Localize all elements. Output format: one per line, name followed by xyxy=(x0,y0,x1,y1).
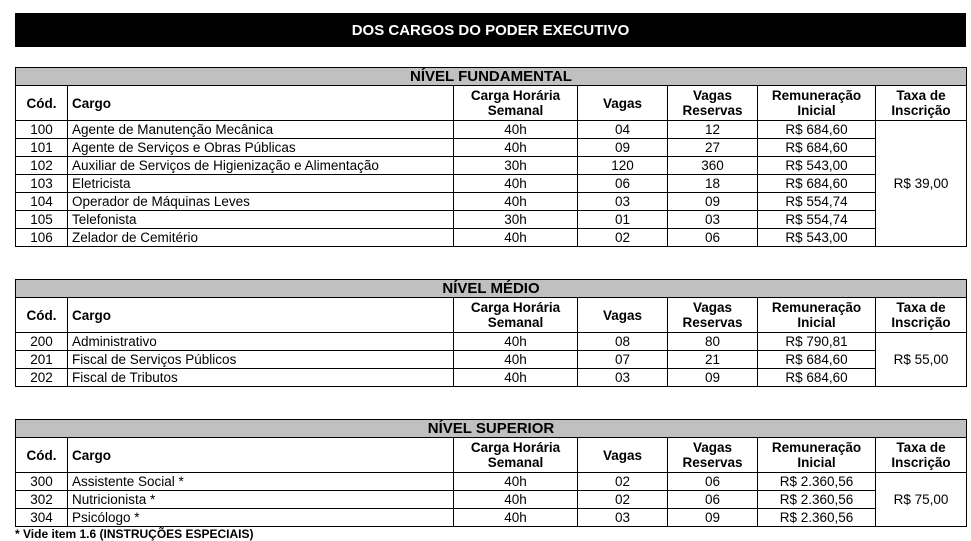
col-cargo-header xyxy=(68,298,454,333)
header-label: Inicial xyxy=(797,315,836,330)
header-label: Inscrição xyxy=(891,103,951,118)
col-cod-header xyxy=(16,86,68,121)
cell-reservas: 09 xyxy=(668,509,758,527)
cell-vagas: 03 xyxy=(578,193,668,211)
col-taxa-header xyxy=(876,86,967,121)
section-title: NÍVEL SUPERIOR xyxy=(16,420,967,438)
cell-cod: 201 xyxy=(16,351,68,369)
cell-vagas: 02 xyxy=(578,491,668,509)
col-remuneracao-header xyxy=(758,86,876,121)
cell-cargo: Agente de Manutenção Mecânica xyxy=(68,121,454,139)
table-row xyxy=(16,333,967,351)
table-row xyxy=(16,139,967,157)
cell-vagas: 04 xyxy=(578,121,668,139)
cell-reservas: 09 xyxy=(668,369,758,387)
cell-carga: 40h xyxy=(454,333,578,351)
col-cargo-header xyxy=(68,86,454,121)
cell-vagas: 120 xyxy=(578,157,668,175)
cell-remuneracao: R$ 684,60 xyxy=(758,139,876,157)
cell-remuneracao: R$ 790,81 xyxy=(758,333,876,351)
cell-cargo: Administrativo xyxy=(68,333,454,351)
cell-cargo: Nutricionista * xyxy=(68,491,454,509)
header-label: Reservas xyxy=(682,315,743,330)
cell-vagas: 02 xyxy=(578,229,668,247)
cell-remuneracao: R$ 543,00 xyxy=(758,229,876,247)
cell-remuneracao: R$ 684,60 xyxy=(758,121,876,139)
cell-cargo: Zelador de Cemitério xyxy=(68,229,454,247)
header-label: Taxa de xyxy=(896,88,946,103)
header-label: Cargo xyxy=(72,307,112,323)
col-reservas-header xyxy=(668,86,758,121)
cell-remuneracao: R$ 2.360,56 xyxy=(758,491,876,509)
cell-reservas: 21 xyxy=(668,351,758,369)
header-label: Vagas xyxy=(692,300,733,315)
cell-carga: 40h xyxy=(454,139,578,157)
cell-carga: 40h xyxy=(454,473,578,491)
section-title: NÍVEL FUNDAMENTAL xyxy=(16,68,967,86)
cell-vagas: 09 xyxy=(578,139,668,157)
section-table xyxy=(15,67,967,247)
col-vagas-header xyxy=(578,438,668,473)
cell-remuneracao: R$ 684,60 xyxy=(758,351,876,369)
header-label: Semanal xyxy=(487,455,544,470)
col-vagas-header xyxy=(578,86,668,121)
table-row xyxy=(16,175,967,193)
header-label: Cargo xyxy=(72,447,112,463)
header-label: Cód. xyxy=(26,307,57,323)
col-remuneracao-header xyxy=(758,438,876,473)
header-label: Remuneração xyxy=(771,88,862,103)
header-label: Reservas xyxy=(682,455,743,470)
col-reservas-header xyxy=(668,438,758,473)
cell-remuneracao: R$ 543,00 xyxy=(758,157,876,175)
cell-cod: 302 xyxy=(16,491,68,509)
header-label: Remuneração xyxy=(771,440,862,455)
header-label: Taxa de xyxy=(896,300,946,315)
cell-reservas: 27 xyxy=(668,139,758,157)
section-title: NÍVEL MÉDIO xyxy=(16,280,967,298)
header-label: Carga Horária xyxy=(470,88,561,103)
cell-vagas: 03 xyxy=(578,369,668,387)
header-row xyxy=(16,298,967,333)
table-row xyxy=(16,193,967,211)
header-label: Cargo xyxy=(72,95,112,111)
header-row xyxy=(16,86,967,121)
cell-remuneracao: R$ 554,74 xyxy=(758,193,876,211)
col-cargo-header xyxy=(68,438,454,473)
cell-remuneracao: R$ 684,60 xyxy=(758,175,876,193)
cell-carga: 40h xyxy=(454,491,578,509)
header-label: Vagas xyxy=(692,440,733,455)
cell-cod: 102 xyxy=(16,157,68,175)
cell-remuneracao: R$ 684,60 xyxy=(758,369,876,387)
page-title: DOS CARGOS DO PODER EXECUTIVO xyxy=(15,13,966,47)
header-label: Cód. xyxy=(26,95,57,111)
col-vagas-header xyxy=(578,298,668,333)
cell-vagas: 06 xyxy=(578,175,668,193)
header-label: Inicial xyxy=(797,455,836,470)
cell-reservas: 06 xyxy=(668,491,758,509)
col-carga-header xyxy=(454,438,578,473)
cell-taxa: R$ 55,00 xyxy=(876,333,967,387)
table-row xyxy=(16,211,967,229)
col-reservas-header xyxy=(668,298,758,333)
cell-cargo: Assistente Social * xyxy=(68,473,454,491)
section-table xyxy=(15,279,967,387)
table-row xyxy=(16,369,967,387)
cell-cargo: Operador de Máquinas Leves xyxy=(68,193,454,211)
header-label: Inscrição xyxy=(891,455,951,470)
cell-taxa: R$ 39,00 xyxy=(876,121,967,247)
header-label: Vagas xyxy=(602,447,643,463)
table-row xyxy=(16,351,967,369)
cell-cod: 300 xyxy=(16,473,68,491)
table-row xyxy=(16,491,967,509)
cell-cargo: Fiscal de Tributos xyxy=(68,369,454,387)
cell-cod: 101 xyxy=(16,139,68,157)
table-row xyxy=(16,473,967,491)
cell-vagas: 07 xyxy=(578,351,668,369)
cell-cod: 304 xyxy=(16,509,68,527)
cell-carga: 40h xyxy=(454,193,578,211)
table-row xyxy=(16,157,967,175)
cell-carga: 40h xyxy=(454,509,578,527)
cell-carga: 40h xyxy=(454,229,578,247)
cell-cargo: Auxiliar de Serviços de Higienização e Alimentação xyxy=(68,157,454,175)
header-label: Semanal xyxy=(487,315,544,330)
cell-reservas: 06 xyxy=(668,473,758,491)
table-row xyxy=(16,229,967,247)
cell-cod: 200 xyxy=(16,333,68,351)
cell-cargo: Eletricista xyxy=(68,175,454,193)
table-row xyxy=(16,121,967,139)
cell-carga: 40h xyxy=(454,121,578,139)
cell-carga: 40h xyxy=(454,369,578,387)
section-table xyxy=(15,419,967,527)
col-cod-header xyxy=(16,298,68,333)
cell-reservas: 80 xyxy=(668,333,758,351)
cell-cargo: Telefonista xyxy=(68,211,454,229)
header-row xyxy=(16,438,967,473)
cell-vagas: 01 xyxy=(578,211,668,229)
cell-cargo: Psicólogo * xyxy=(68,509,454,527)
footnote: * Vide item 1.6 (INSTRUÇÕES ESPECIAIS) xyxy=(15,527,254,541)
header-label: Taxa de xyxy=(896,440,946,455)
cell-cod: 103 xyxy=(16,175,68,193)
header-label: Vagas xyxy=(602,95,643,111)
cell-cargo: Fiscal de Serviços Públicos xyxy=(68,351,454,369)
cell-reservas: 18 xyxy=(668,175,758,193)
col-cod-header xyxy=(16,438,68,473)
header-label: Vagas xyxy=(692,88,733,103)
cell-carga: 40h xyxy=(454,351,578,369)
header-label: Inscrição xyxy=(891,315,951,330)
col-remuneracao-header xyxy=(758,298,876,333)
cell-vagas: 08 xyxy=(578,333,668,351)
cell-reservas: 09 xyxy=(668,193,758,211)
cell-cod: 104 xyxy=(16,193,68,211)
cell-carga: 30h xyxy=(454,211,578,229)
cell-vagas: 03 xyxy=(578,509,668,527)
header-label: Inicial xyxy=(797,103,836,118)
col-carga-header xyxy=(454,86,578,121)
col-taxa-header xyxy=(876,438,967,473)
cell-carga: 40h xyxy=(454,175,578,193)
cell-reservas: 06 xyxy=(668,229,758,247)
cell-reservas: 12 xyxy=(668,121,758,139)
cell-cod: 100 xyxy=(16,121,68,139)
col-carga-header xyxy=(454,298,578,333)
header-label: Carga Horária xyxy=(470,300,561,315)
header-label: Carga Horária xyxy=(470,440,561,455)
cell-remuneracao: R$ 2.360,56 xyxy=(758,509,876,527)
table-row xyxy=(16,509,967,527)
cell-reservas: 360 xyxy=(668,157,758,175)
cell-cod: 202 xyxy=(16,369,68,387)
cell-taxa: R$ 75,00 xyxy=(876,473,967,527)
cell-vagas: 02 xyxy=(578,473,668,491)
cell-cod: 105 xyxy=(16,211,68,229)
cell-carga: 30h xyxy=(454,157,578,175)
cell-cargo: Agente de Serviços e Obras Públicas xyxy=(68,139,454,157)
header-label: Reservas xyxy=(682,103,743,118)
cell-cod: 106 xyxy=(16,229,68,247)
header-label: Cód. xyxy=(26,447,57,463)
header-label: Vagas xyxy=(602,307,643,323)
header-label: Remuneração xyxy=(771,300,862,315)
header-label: Semanal xyxy=(487,103,544,118)
col-taxa-header xyxy=(876,298,967,333)
cell-reservas: 03 xyxy=(668,211,758,229)
cell-remuneracao: R$ 554,74 xyxy=(758,211,876,229)
cell-remuneracao: R$ 2.360,56 xyxy=(758,473,876,491)
